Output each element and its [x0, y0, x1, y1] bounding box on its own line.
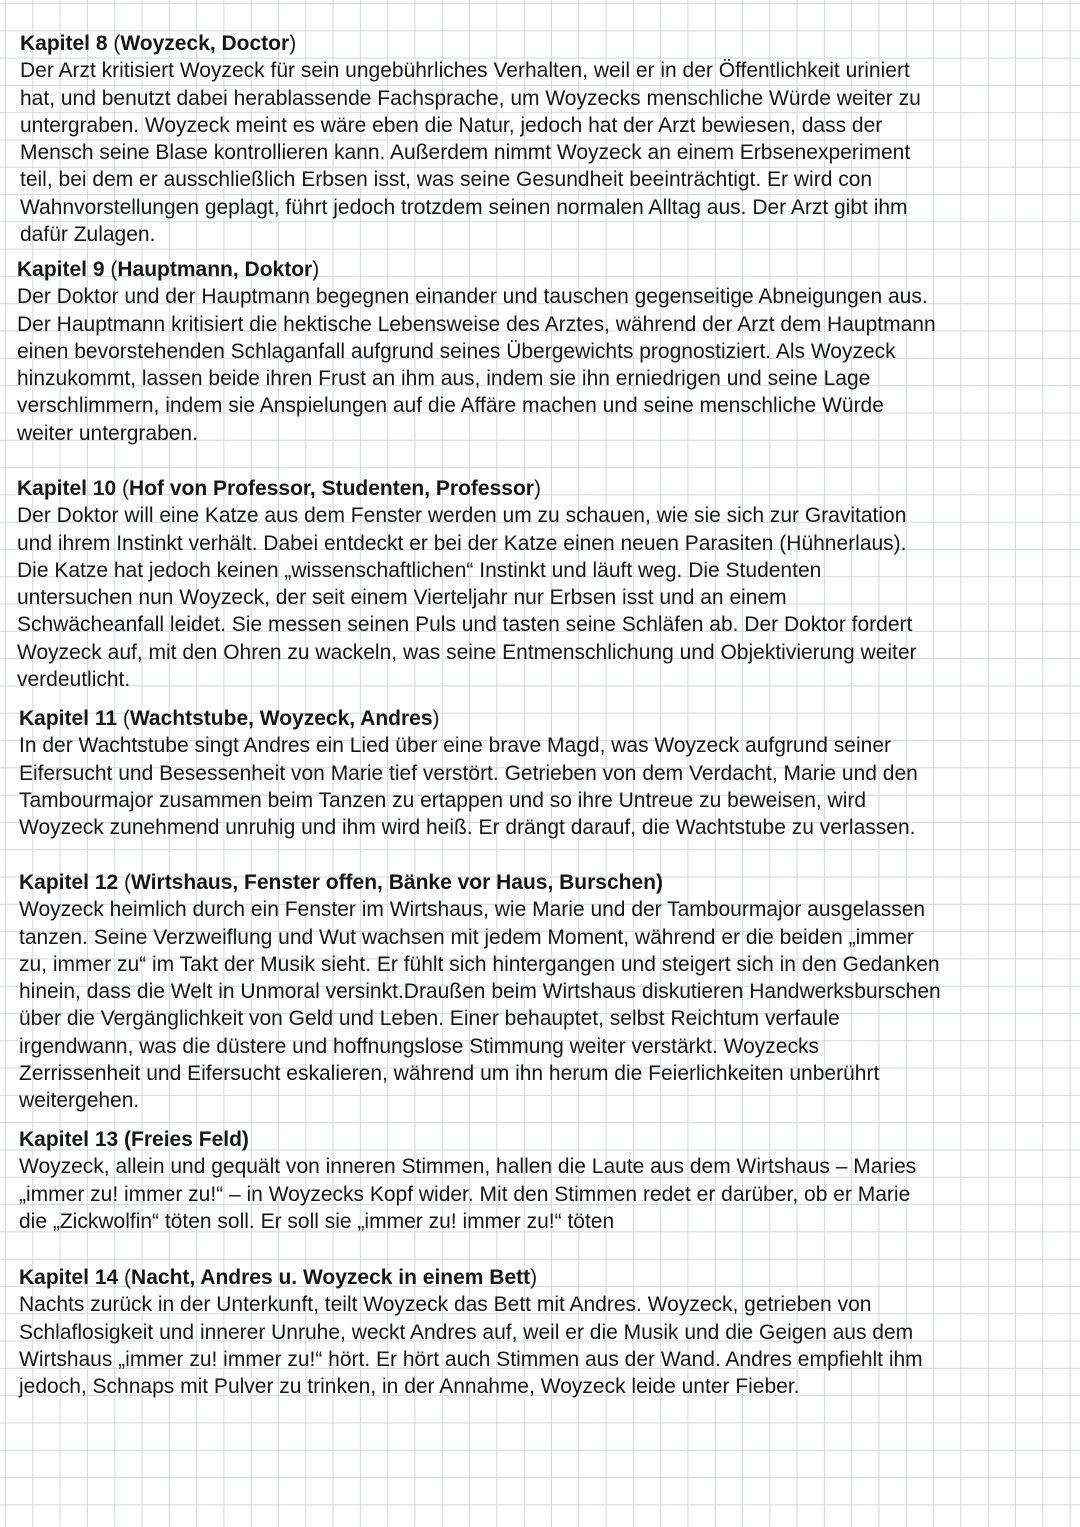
paren-open: (	[116, 477, 130, 500]
chapter-setting: Hof von Professor, Studenten, Professor	[129, 477, 534, 500]
paren-open: (	[118, 1128, 132, 1151]
chapter-10	[17, 475, 1067, 693]
paren-open: (	[118, 1266, 132, 1289]
chapter-9	[17, 256, 1067, 447]
chapter-number: Kapitel 14	[19, 1266, 119, 1289]
chapter-summary: Der Arzt kritisiert Woyzeck für sein ungebührliches Verhalten, weil er in der Öffentlichkeit uriniert hat, und benutzt dabei herablassende Fachsprache, um Woyzecks menschliche Würde weiter zu untergraben. Woyzeck meint es wäre eben die Natur, jedoch hat der Arzt bewiesen, dass der Mensch seine Blase kontrollieren kann. Außerdem nimmt Woyzeck an einem Erbsenexperiment teil, bei dem er ausschließlich Erbsen isst, was seine Gesundheit beeinträchtigt. Er wird con Wahnvorstellungen geplagt, führt jedoch trotzdem seinen normalen Alltag aus. Der Arzt gibt ihm dafür Zulagen.	[20, 59, 921, 247]
chapter-heading	[19, 705, 1069, 732]
chapter-14	[19, 1264, 1069, 1400]
chapter-number: Kapitel 13	[19, 1128, 119, 1151]
chapter-number: Kapitel 8	[20, 32, 108, 55]
chapter-heading	[19, 1126, 1069, 1153]
chapter-setting: Hauptmann, Doktor	[117, 258, 313, 281]
paren-open: (	[107, 32, 121, 55]
chapter-heading	[20, 30, 1070, 57]
chapter-heading	[17, 256, 1067, 283]
chapter-setting: Wachtstube, Woyzeck, Andres	[129, 707, 433, 730]
chapter-summary: Woyzeck, allein und gequält von inneren Stimmen, hallen die Laute aus dem Wirtshaus – Maries „immer zu! immer zu!“ – in Woyzecks Kopf wider. Mit den Stimmen redet er darüber, ob er Marie die „Zickwolfin“ töten soll. Er soll sie „immer zu! immer zu!“ töten	[19, 1155, 917, 1233]
paren-close: )	[533, 477, 541, 500]
paren-close: )	[289, 32, 297, 55]
chapter-number: Kapitel 11	[19, 707, 118, 730]
paren-close: )	[312, 258, 320, 281]
chapter-13	[19, 1126, 1069, 1235]
chapter-heading	[17, 475, 1067, 502]
chapter-heading	[19, 1264, 1069, 1291]
chapter-summary: Der Doktor und der Hauptmann begegnen einander und tauschen gegenseitige Abneigungen aus. Der Hauptmann kritisiert die hektische Lebensweise des Arztes, während der Arzt dem Hauptmann einen bevorstehenden Schlaganfall aufgrund seines Übergewichts prognostiziert. Als Woyzeck hinzukommt, lassen beide ihren Frust an ihm aus, indem sie ihn erniedrigen und seine Lage verschlimmern, indem sie Anspielungen auf die Affäre machen und seine menschliche Würde weiter untergraben.	[17, 285, 936, 445]
chapter-summary: Nachts zurück in der Unterkunft, teilt Woyzeck das Bett mit Andres. Woyzeck, getrieben von Schlaflosigkeit und innerer Unruhe, weckt Andres auf, weil er die Musik und die Geigen aus dem Wirtshaus „immer zu! immer zu!“ hört. Er hört auch Stimmen aus der Wand. Andres empfiehlt ihm jedoch, Schnaps mit Pulver zu trinken, in der Annahme, Woyzeck leide unter Fieber.	[19, 1293, 923, 1399]
chapter-12	[19, 869, 1069, 1115]
chapter-heading	[19, 869, 1069, 896]
chapter-setting: Nacht, Andres u. Woyzeck in einem Bett	[131, 1266, 531, 1289]
chapter-summary: In der Wachtstube singt Andres ein Lied über eine brave Magd, was Woyzeck aufgrund seiner Eifersucht und Besessenheit von Marie tief verstört. Getrieben von dem Verdacht, Marie und den Tambourmajor zusammen beim Tanzen zu ertappen und so ihre Untreue zu beweisen, wird Woyzeck zunehmend unruhig und ihm wird heiß. Er drängt darauf, die Wachtstube zu verlassen.	[19, 734, 918, 840]
paren-open: (	[118, 871, 132, 894]
paren-close: )	[530, 1266, 538, 1289]
chapter-number: Kapitel 12	[19, 871, 119, 894]
chapter-setting: Wirtshaus, Fenster offen, Bänke vor Haus, Burschen)	[131, 871, 663, 894]
paren-close: )	[432, 707, 440, 730]
chapter-setting: Woyzeck, Doctor	[120, 32, 290, 55]
chapter-setting: Freies Feld)	[131, 1128, 249, 1151]
chapter-number: Kapitel 10	[17, 477, 117, 500]
chapter-number: Kapitel 9	[17, 258, 105, 281]
chapter-summary: Woyzeck heimlich durch ein Fenster im Wirtshaus, wie Marie und der Tambourmajor ausgelassen tanzen. Seine Verzweiflung und Wut wachsen mit jedem Moment, während er die beiden „immer zu, immer zu“ im Takt der Musik sieht. Er fühlt sich hintergangen und steigert sich in den Gedanken hinein, dass die Welt in Unmoral versinkt.Draußen beim Wirtshaus diskutieren Handwerksburschen über die Vergänglichkeit von Geld und Leben. Einer behauptet, selbst Reichtum verfaule irgendwann, was die düstere und hoffnungslose Stimmung weiter verstärkt. Woyzecks Zerrissenheit und Eifersucht eskalieren, während um ihn herum die Feierlichkeiten unberührt weitergehen.	[19, 898, 941, 1113]
chapter-summary: Der Doktor will eine Katze aus dem Fenster werden um zu schauen, wie sie sich zur Gravitation und ihrem Instinkt verhält. Dabei entdeckt er bei der Katze einen neuen Parasiten (Hühnerlaus). Die Katze hat jedoch keinen „wissenschaftlichen“ Instinkt und läuft weg. Die Studenten untersuchen nun Woyzeck, der seit einem Vierteljahr nur Erbsen isst und an einem Schwächeanfall leidet. Sie messen seinen Puls und tasten seine Schläfen ab. Der Doktor fordert Woyzeck auf, mit den Ohren zu wackeln, was seine Entmenschlichung und Objektivierung weiter verdeutlicht.	[17, 504, 917, 692]
chapter-11	[19, 705, 1069, 841]
chapter-8	[20, 30, 1070, 248]
paren-open: (	[104, 258, 118, 281]
paren-open: (	[117, 707, 130, 730]
